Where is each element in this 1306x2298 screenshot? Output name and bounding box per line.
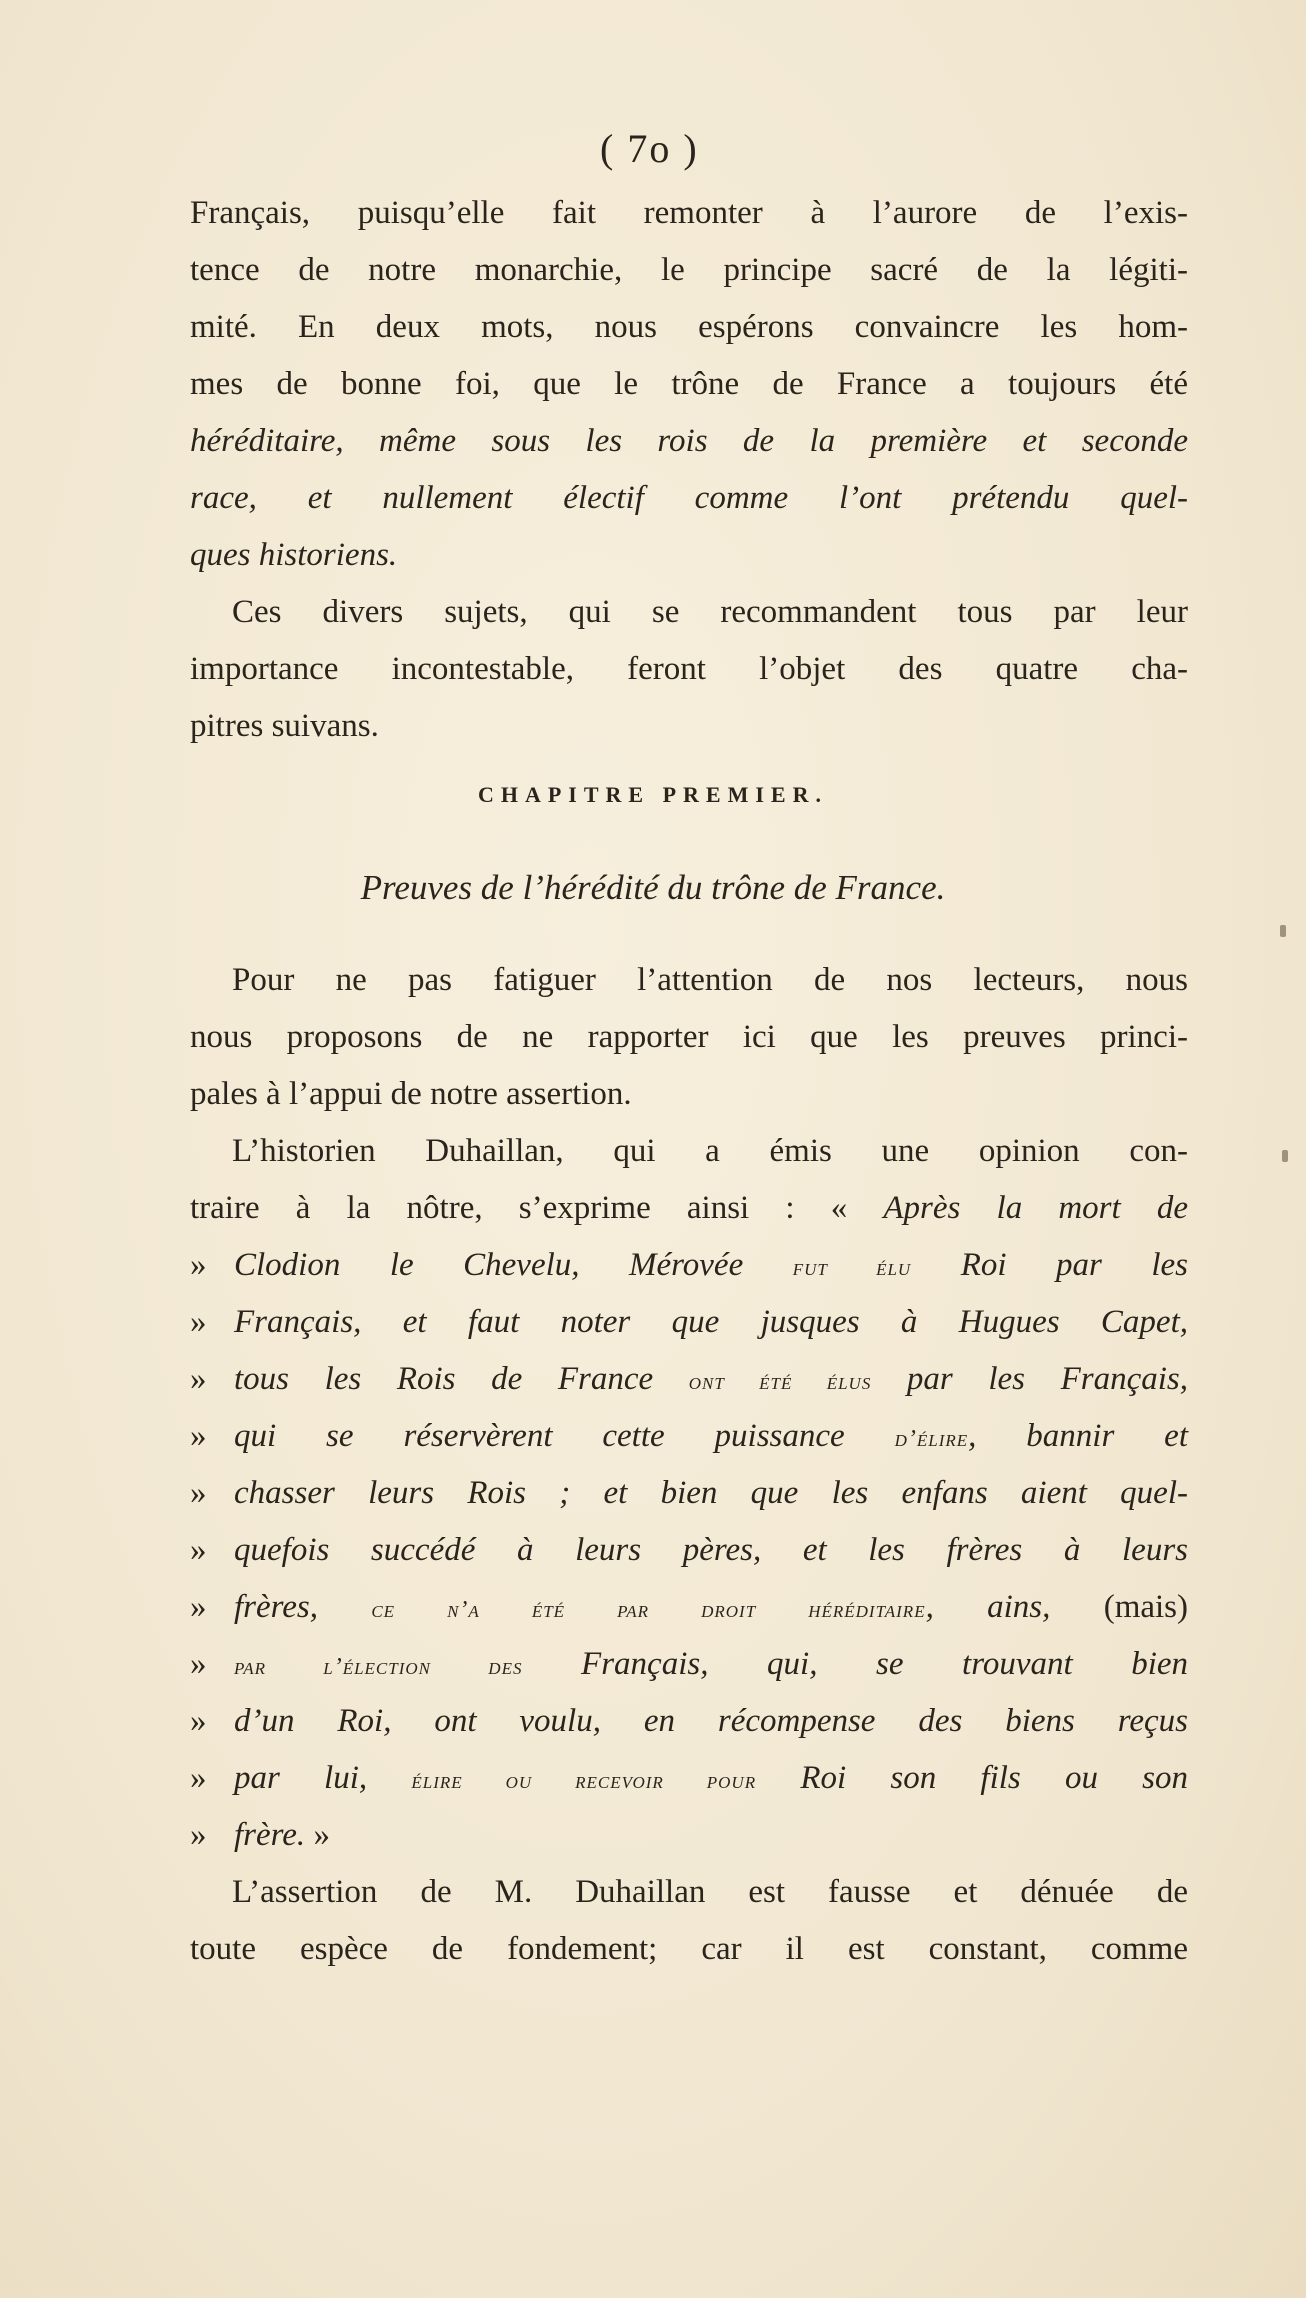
quote-line (190, 1579, 1188, 1636)
text-line (190, 185, 1188, 242)
text-line (190, 1180, 1188, 1237)
line-text: Ces divers sujets, qui se recommandent tous par leur (232, 594, 1188, 630)
quote-smallcaps: fut élu (792, 1255, 912, 1281)
quote-text: chasser leurs Rois ; et bien que les enfans aient quel- (234, 1475, 1188, 1511)
quote-text: Après la mort de (883, 1190, 1189, 1226)
quote-line (190, 1522, 1188, 1579)
quote-text: tous les Rois de France (234, 1361, 654, 1397)
quote-smallcaps: ont été élus (688, 1369, 872, 1395)
quote-mark: » (190, 1646, 207, 1682)
quote-line (190, 1294, 1188, 1351)
quote-mark: » (190, 1760, 207, 1796)
line-text: importance incontestable, feront l’objet des quatre cha- (190, 651, 1188, 687)
line-text: ques historiens. (190, 537, 398, 573)
quote-line (190, 1693, 1188, 1750)
quote-line (190, 1237, 1188, 1294)
line-text: nous proposons de ne rapporter ici que les preuves princi- (190, 1019, 1188, 1055)
quote-smallcaps: par l’élection des (234, 1654, 523, 1680)
quote-text: , bannir et (968, 1418, 1188, 1454)
line-text: pitres suivans. (190, 708, 379, 744)
quote-close-mark: » (313, 1817, 330, 1853)
text-line (190, 1921, 1188, 1978)
line-text: traire à la nôtre, s’exprime ainsi : « (190, 1190, 848, 1226)
text-line (190, 952, 1188, 1009)
quote-text: par lui, (234, 1760, 368, 1796)
quote-text: , qui, se trouvant bien (700, 1646, 1189, 1682)
quote-line (190, 1807, 1188, 1864)
quote-text: Roi son fils ou son (800, 1760, 1189, 1796)
text-line (190, 1009, 1188, 1066)
quote-mark: » (190, 1304, 207, 1340)
quote-smallcaps: ce n’a été par droit héréditaire (371, 1597, 926, 1623)
quote-gloss: (mais) (1103, 1589, 1189, 1625)
text-line (190, 356, 1188, 413)
quote-line (190, 1465, 1188, 1522)
quote-text: quefois succédé à leurs pères, et les frères à leurs (234, 1532, 1188, 1568)
quote-text: frères, (234, 1589, 319, 1625)
text-line (190, 698, 1188, 755)
quote-text: Français, et faut noter que jusques à Hugues Capet, (234, 1304, 1188, 1340)
quote-text: qui se réservèrent cette puissance (234, 1418, 845, 1454)
quote-mark: » (190, 1361, 207, 1397)
text-line (190, 641, 1188, 698)
chapter-heading: CHAPITRE PREMIER. (477, 782, 828, 807)
quote-line (190, 1408, 1188, 1465)
text-line (190, 1123, 1188, 1180)
line-text: L’historien Duhaillan, qui a émis une opinion con- (232, 1133, 1188, 1169)
quote-smallcaps: élire ou recevoir pour (411, 1768, 757, 1794)
quote-line (190, 1636, 1188, 1693)
quote-mark: » (190, 1247, 207, 1283)
chapter-title: Preuves de l’hérédité du trône de France. (360, 868, 946, 907)
quote-line (190, 1351, 1188, 1408)
quote-text: par les Français, (906, 1361, 1189, 1397)
quote-mark: » (190, 1532, 207, 1568)
line-text: Français, puisqu’elle fait remonter à l’aurore de l’exis- (190, 195, 1188, 231)
text-line (190, 413, 1188, 470)
line-text: race, et nullement électif comme l’ont prétendu quel- (190, 480, 1188, 516)
quote-mark: » (190, 1418, 207, 1454)
quote-line (190, 1750, 1188, 1807)
line-text: L’assertion de M. Duhaillan est fausse et dénuée de (232, 1874, 1188, 1910)
text-line (190, 470, 1188, 527)
text-line (190, 584, 1188, 641)
quote-mark: » (190, 1817, 207, 1853)
quote-text: Roi par les (960, 1247, 1189, 1283)
quote-mark: » (190, 1703, 207, 1739)
quote-smallcaps: d’élire (894, 1426, 969, 1452)
margin-mark (1282, 1150, 1288, 1162)
quote-text: Clodion le Chevelu, Mérovée (234, 1247, 744, 1283)
text-line (190, 299, 1188, 356)
quote-mark: » (190, 1589, 207, 1625)
quote-text: Français (581, 1646, 701, 1682)
intro-text (190, 185, 1188, 755)
text-line (190, 1066, 1188, 1123)
line-text: toute espèce de fondement; car il est constant, comme (190, 1931, 1188, 1967)
quote-text: frère. (234, 1817, 306, 1853)
line-text: tence de notre monarchie, le principe sacré de la légiti- (190, 252, 1188, 288)
page-number: ( 7o ) (600, 126, 699, 171)
line-text: héréditaire, même sous les rois de la première et seconde (190, 423, 1188, 459)
quote-text: , ains, (925, 1589, 1051, 1625)
line-text: mes de bonne foi, que le trône de France a toujours été (190, 366, 1188, 402)
quote-mark: » (190, 1475, 207, 1511)
text-line (190, 1864, 1188, 1921)
line-text: Pour ne pas fatiguer l’attention de nos lecteurs, nous (232, 962, 1188, 998)
line-text: pales à l’appui de notre assertion. (190, 1076, 632, 1112)
text-line (190, 242, 1188, 299)
margin-mark (1280, 925, 1286, 937)
text-line (190, 527, 1188, 584)
line-text: mité. En deux mots, nous espérons convaincre les hom- (190, 309, 1188, 345)
quote-text: d’un Roi, ont voulu, en récompense des biens reçus (234, 1703, 1188, 1739)
body-text (190, 952, 1188, 1978)
